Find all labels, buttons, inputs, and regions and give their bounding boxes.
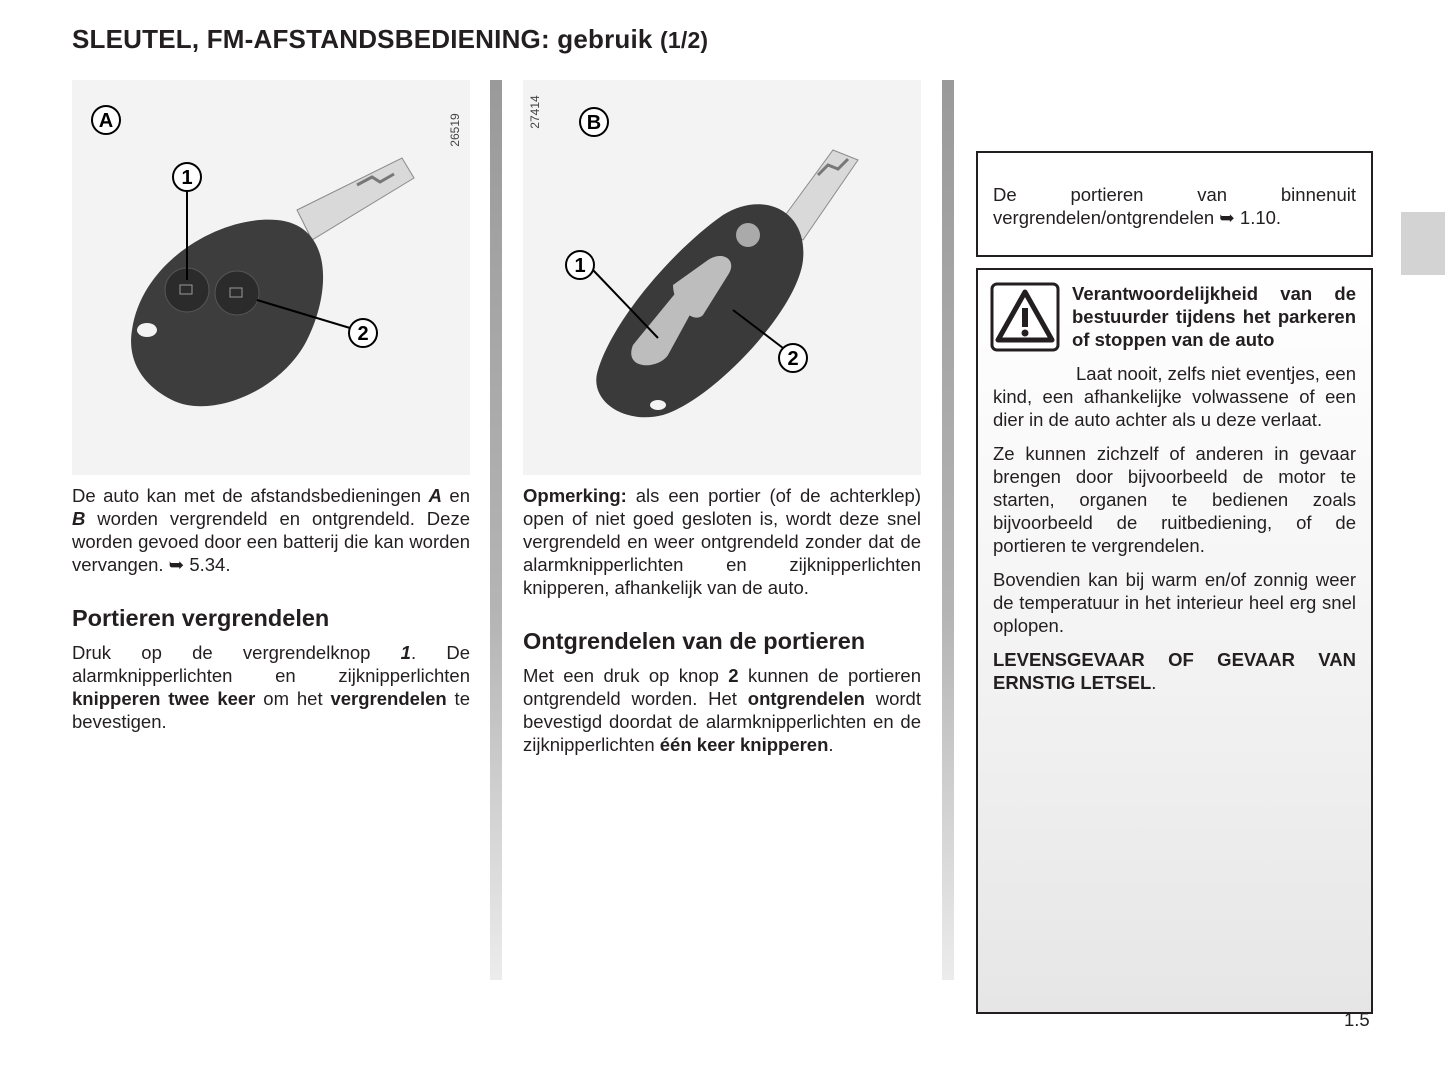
- emphasis: vergrendelen: [330, 688, 447, 709]
- danger-text: LEVENSGEVAAR OF GEVAAR VAN ERNSTIG LETSEL: [993, 649, 1356, 693]
- text: De auto kan met de afstandsbedieningen: [72, 485, 429, 506]
- warning-paragraph: Laat nooit, zelfs niet eventjes, een kind, een afhankelijke volwassene of een dier in de auto achter als u deze verlaat.: [993, 363, 1356, 430]
- figure-b-label: B: [586, 112, 602, 134]
- warning-title: Verantwoordelijkheid van de bestuurder tijdens het parkeren of stoppen van de auto: [1072, 283, 1356, 350]
- callout-2: 2: [787, 348, 799, 370]
- note-paragraph: [523, 484, 921, 599]
- figure-key-a: [72, 80, 470, 475]
- chapter-tab: [1401, 212, 1445, 275]
- warning-triangle-icon: [990, 282, 1060, 352]
- text: kunnen de portieren ontgrendeld worden. Het: [523, 665, 921, 709]
- callout-2: 2: [357, 323, 369, 345]
- callout-1: 1: [181, 167, 193, 189]
- page-number: 1.5: [1344, 1009, 1370, 1030]
- text: en: [441, 485, 470, 506]
- label-b: B: [72, 508, 86, 529]
- info-box: [976, 151, 1373, 257]
- emphasis: ontgrendelen: [747, 688, 865, 709]
- warning-emphasis: [993, 648, 1356, 694]
- section-heading-lock: Portieren vergrendelen: [72, 605, 330, 631]
- title-part: (1/2): [660, 27, 709, 53]
- text: Druk op de vergrendelknop: [72, 642, 401, 663]
- column-divider: [490, 80, 502, 980]
- emphasis: één keer knipperen: [659, 734, 829, 755]
- note-label: Opmerking:: [523, 485, 627, 506]
- info-text: De portieren van binnenuit vergrendelen/ontgrendelen ➥ 1.10.: [993, 184, 1356, 228]
- figure-a-label: A: [98, 110, 114, 132]
- key-a-illustration: [72, 80, 470, 475]
- text: te bevestigen.: [72, 688, 470, 732]
- label-a: A: [428, 485, 442, 506]
- section-heading-unlock: Ontgrendelen van de portieren: [523, 628, 866, 654]
- text: om het: [255, 688, 331, 709]
- figure-key-b: [523, 80, 921, 475]
- warning-paragraph: Ze kunnen zichzelf of anderen in gevaar brengen door bijvoorbeeld de motor te starten, organen te bedienen zoals bijvoorbeeld de ruitbediening, of de portieren te vergrendelen.: [993, 443, 1356, 556]
- column-2: [523, 484, 921, 767]
- text: .: [1151, 672, 1157, 693]
- title-sub: gebruik: [549, 24, 660, 54]
- unlock-paragraph: [523, 664, 921, 756]
- text: Met een druk op knop: [523, 665, 729, 686]
- figure-ref: 26519: [448, 113, 462, 147]
- key-b-illustration: [523, 80, 921, 475]
- button-ref: 2: [728, 665, 739, 686]
- page-title: [72, 24, 708, 55]
- figure-ref: 27414: [528, 95, 542, 129]
- text: worden vergrendeld en ontgrendeld. Deze worden gevoed door een batterij die kan worden vervangen. ➥ 5.34.: [72, 508, 470, 575]
- column-1: [72, 484, 470, 744]
- emphasis: knipperen twee keer: [72, 688, 256, 709]
- title-main: SLEUTEL, FM-AFSTANDSBEDIENING:: [72, 24, 550, 54]
- text: wordt bevestigd doordat de alarmknipperlichten en de zijknipperlichten: [523, 688, 921, 755]
- intro-paragraph: [72, 484, 470, 576]
- warning-box: [976, 268, 1373, 1014]
- warning-paragraph: Bovendien kan bij warm en/of zonnig weer de temperatuur in het interieur heel erg snel oplopen.: [993, 569, 1356, 636]
- text: als een portier (of de achterklep) open of niet goed gesloten is, wordt deze snel vergrendeld en weer ontgrendeld zonder dat de alarmknipperlichten en zijknipperlichten knipperen, afhankelijk van de auto.: [523, 485, 921, 598]
- text: . De alarmknipperlichten en zijknipperlichten: [72, 642, 470, 686]
- text: .: [828, 734, 834, 755]
- column-divider: [942, 80, 954, 980]
- callout-1: 1: [574, 255, 586, 277]
- button-ref: 1: [400, 642, 411, 663]
- lock-paragraph: [72, 641, 470, 733]
